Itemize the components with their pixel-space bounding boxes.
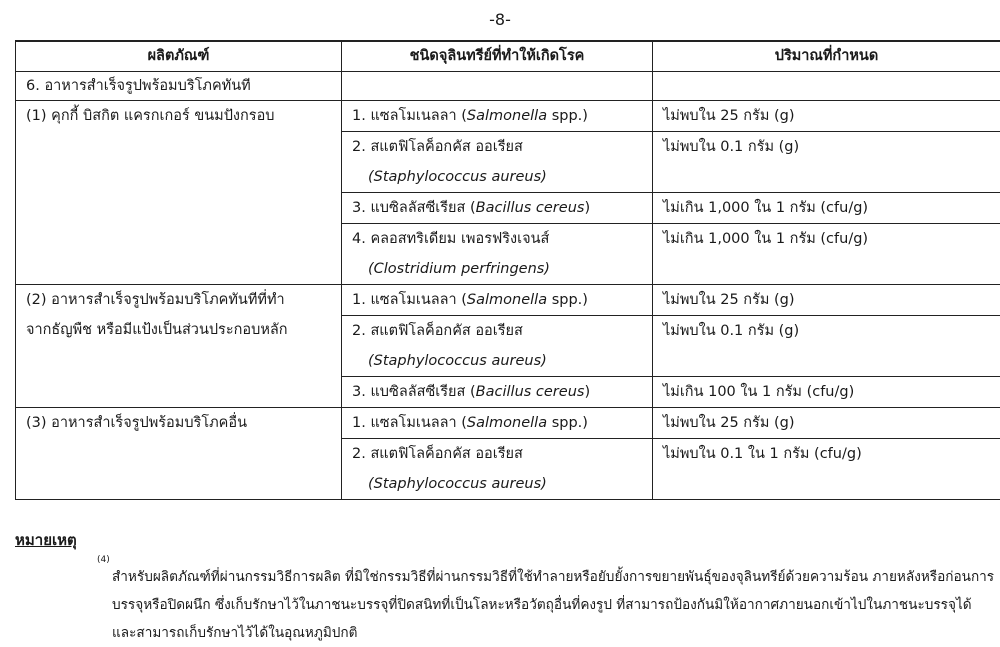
microorganism-cell <box>342 316 653 377</box>
limit-cell: ไม่เกิน 1,000 ใน 1 กรัม (cfu/g) <box>653 224 1000 285</box>
microorganism-text: spp.) <box>547 292 588 308</box>
header-product: ผลิตภัณฑ์ <box>16 41 342 72</box>
section-title: 6. อาหารสำเร็จรูปพร้อมบริโภคทันที <box>16 72 342 101</box>
microorganism-text: ) <box>584 384 590 400</box>
microorganism-cell <box>342 193 653 224</box>
microorganism-text: สแตฟิโลค็อกคัส ออเรียส <box>370 139 522 155</box>
header-limit: ปริมาณที่กำหนด <box>653 41 1000 72</box>
microorganism-text: 3. <box>352 200 370 216</box>
microorganism-text: 2. <box>352 323 370 339</box>
scientific-name: Salmonella <box>467 415 547 431</box>
scientific-name: (Staphylococcus aureus) <box>352 162 642 192</box>
limit-cell: ไม่เกิน 100 ใน 1 กรัม (cfu/g) <box>653 377 1000 408</box>
product-cell <box>16 101 342 285</box>
microorganism-text: แบซิลลัสซีเรียส ( <box>370 200 475 216</box>
note-body <box>112 563 992 647</box>
microorganism-name <box>352 377 642 407</box>
microorganism-name <box>352 316 642 346</box>
product-cell <box>16 285 342 408</box>
microorganism-cell <box>342 101 653 132</box>
microorganism-cell <box>342 408 653 439</box>
scientific-name: (Clostridium perfringens) <box>352 254 642 284</box>
note-title: หมายเหตุ <box>15 528 77 552</box>
microorganism-text: แซลโมเนลลา ( <box>370 292 466 308</box>
microorganism-name <box>352 285 642 315</box>
microorganism-text: แซลโมเนลลา ( <box>370 415 466 431</box>
page-number: -8- <box>0 10 1000 29</box>
scientific-name: Salmonella <box>467 292 547 308</box>
product-name-line: (2) อาหารสำเร็จรูปพร้อมบริโภคทันทีที่ทำ <box>26 285 331 315</box>
table-body <box>16 72 1000 500</box>
microorganism-cell <box>342 224 653 285</box>
microorganism-text: สแตฟิโลค็อกคัส ออเรียส <box>370 323 522 339</box>
microorganism-text: 2. <box>352 446 370 462</box>
microorganism-text: 3. <box>352 384 370 400</box>
limit-cell: ไม่พบใน 0.1 กรัม (g) <box>653 132 1000 193</box>
scientific-name: Bacillus cereus <box>476 384 585 400</box>
section-row <box>16 72 1000 101</box>
microorganism-text: spp.) <box>547 415 588 431</box>
note-marker: (4) <box>97 555 110 565</box>
table-header-row <box>16 41 1000 72</box>
product-name-line: (1) คุกกี้ บิสกิต แครกเกอร์ ขนมปังกรอบ <box>26 101 331 131</box>
microorganism-text: 1. <box>352 292 370 308</box>
microorganism-text: 4. <box>352 231 370 247</box>
scientific-name: Salmonella <box>467 108 547 124</box>
product-name-line: (3) อาหารสำเร็จรูปพร้อมบริโภคอื่น <box>26 408 331 438</box>
scientific-name: (Staphylococcus aureus) <box>352 346 642 376</box>
microorganism-text: สแตฟิโลค็อกคัส ออเรียส <box>370 446 522 462</box>
scientific-name: (Staphylococcus aureus) <box>352 469 642 499</box>
microorganism-text: คลอสทริเดียม เพอรฟริงเจนส์ <box>370 231 549 247</box>
microorganism-text: 1. <box>352 108 370 124</box>
microorganism-cell <box>342 285 653 316</box>
note-line: บรรจุหรือปิดผนึก ซึ่งเก็บรักษาไว้ในภาชนะบรรจุที่ปิดสนิทที่เป็นโลหะหรือวัตถุอื่นที่คงรูป ที่สามารถป้องกันมิให้อากาศภายนอกเข้าไปในภาชนะบรรจุได้ <box>112 591 992 619</box>
scientific-name: Bacillus cereus <box>476 200 585 216</box>
microbial-spec-table <box>15 40 1000 500</box>
microorganism-text: 1. <box>352 415 370 431</box>
microorganism-text: แบซิลลัสซีเรียส ( <box>370 384 475 400</box>
limit-cell: ไม่พบใน 0.1 กรัม (g) <box>653 316 1000 377</box>
microorganism-cell <box>342 132 653 193</box>
table-row <box>16 285 1000 316</box>
limit-cell: ไม่พบใน 0.1 ใน 1 กรัม (cfu/g) <box>653 439 1000 500</box>
microorganism-name <box>352 408 642 438</box>
microorganism-name <box>352 132 642 162</box>
note-line: สำหรับผลิตภัณฑ์ที่ผ่านกรรมวิธีการผลิต ที่มิใช่กรรมวิธีที่ผ่านกรรมวิธีที่ใช้ทำลายหรือยับยั้งการขยายพันธุ์ของจุลินทรีย์ด้วยความร้อน ภายหลังหรือก่อนการ <box>112 563 992 591</box>
table-row <box>16 101 1000 132</box>
table-row <box>16 408 1000 439</box>
limit-cell: ไม่พบใน 25 กรัม (g) <box>653 408 1000 439</box>
limit-cell: ไม่พบใน 25 กรัม (g) <box>653 285 1000 316</box>
microorganism-text: spp.) <box>547 108 588 124</box>
microorganism-name <box>352 224 642 254</box>
microorganism-cell <box>342 377 653 408</box>
limit-cell: ไม่เกิน 1,000 ใน 1 กรัม (cfu/g) <box>653 193 1000 224</box>
microorganism-text: 2. <box>352 139 370 155</box>
microorganism-name <box>352 101 642 131</box>
product-cell <box>16 408 342 500</box>
microorganism-text: แซลโมเนลลา ( <box>370 108 466 124</box>
limit-cell: ไม่พบใน 25 กรัม (g) <box>653 101 1000 132</box>
product-name-line: จากธัญพืช หรือมีแป้งเป็นส่วนประกอบหลัก <box>26 315 331 345</box>
microorganism-name <box>352 193 642 223</box>
microorganism-name <box>352 439 642 469</box>
microorganism-text: ) <box>584 200 590 216</box>
header-microorganism: ชนิดจุลินทรีย์ที่ทำให้เกิดโรค <box>342 41 653 72</box>
note-line: และสามารถเก็บรักษาไว้ได้ในอุณหภูมิปกติ <box>112 619 992 647</box>
microorganism-cell <box>342 439 653 500</box>
